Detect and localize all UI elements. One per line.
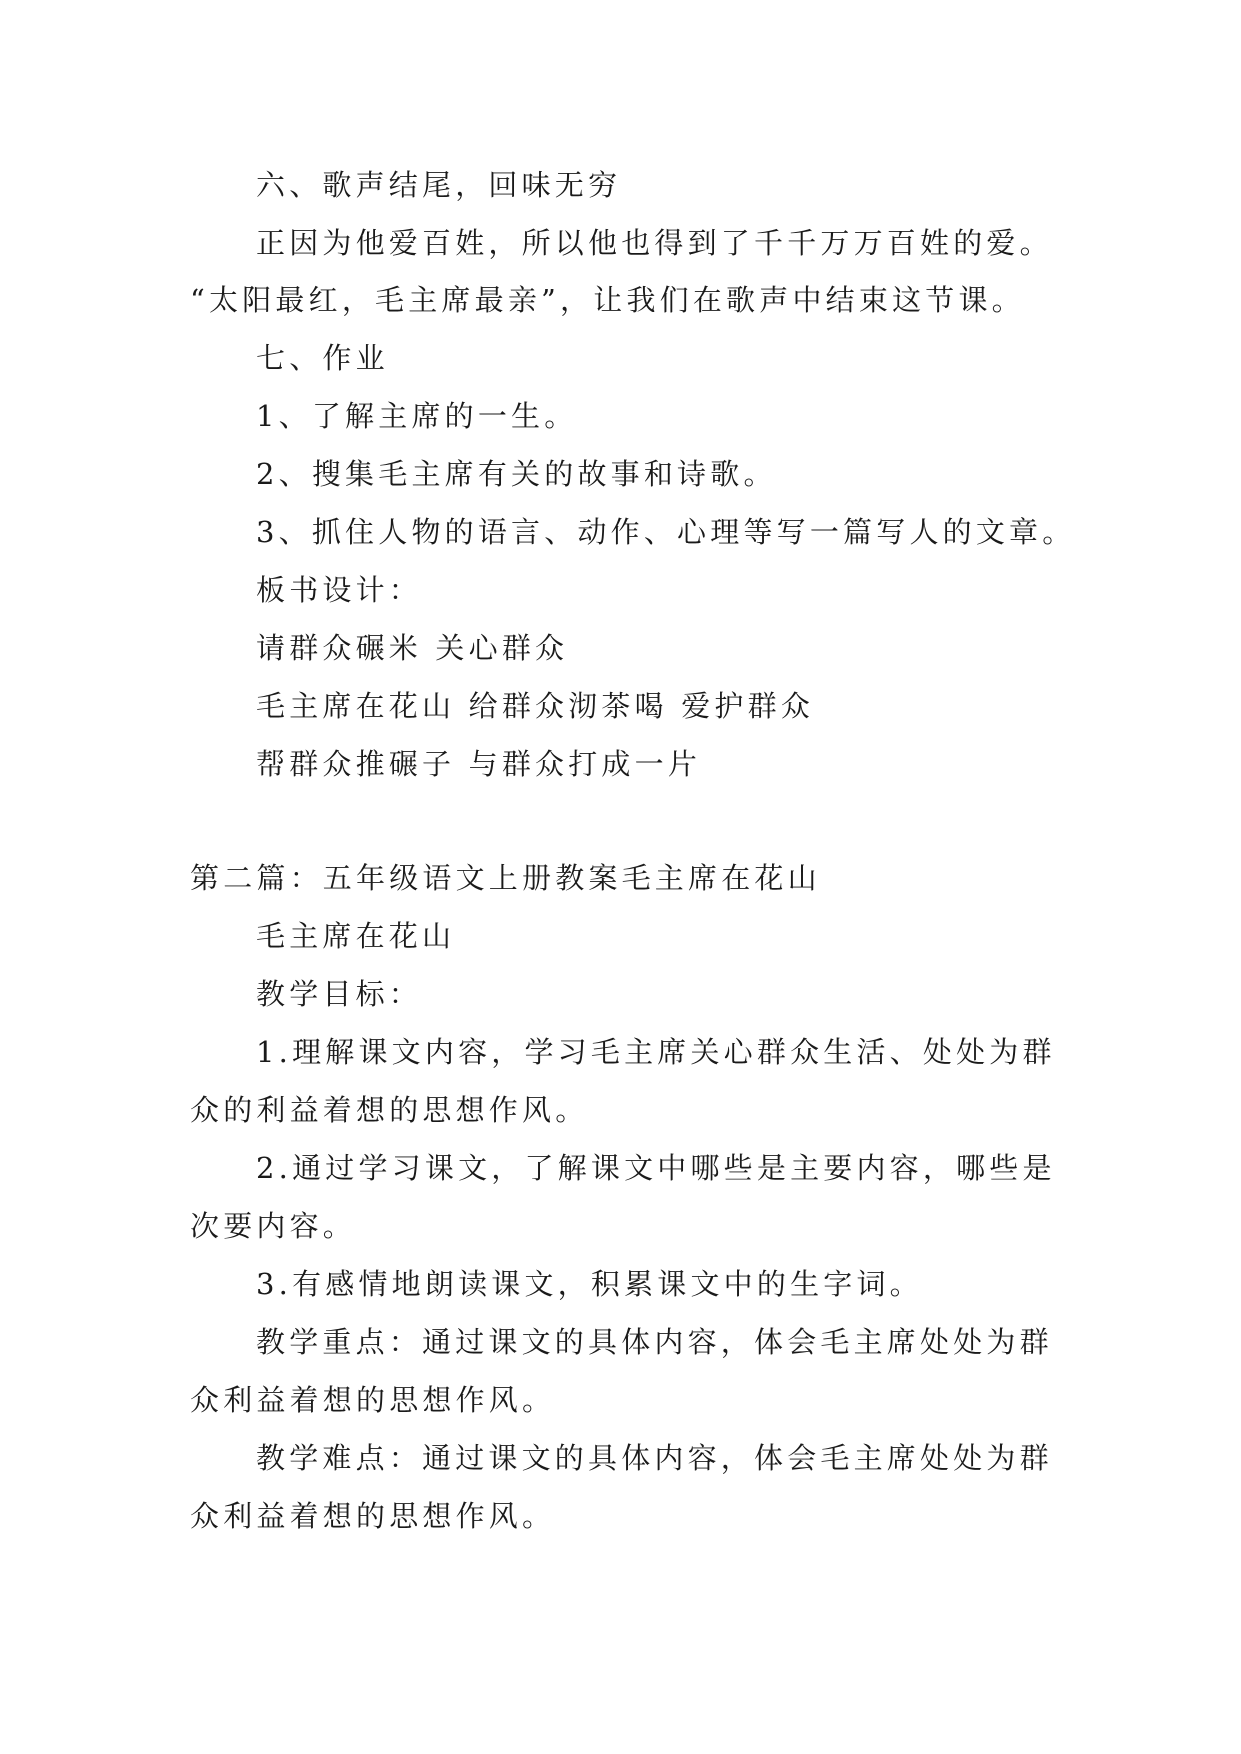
- list-item: 1、了解主席的一生。: [256, 399, 578, 433]
- paragraph-line: 1.理解课文内容，学习毛主席关心群众生活、处处为群: [256, 1035, 1056, 1069]
- section-heading: 教学目标：: [256, 977, 423, 1011]
- chapter-title: 第二篇：五年级语文上册教案毛主席在花山: [190, 861, 821, 895]
- paragraph-line: 3.有感情地朗读课文，积累课文中的生字词。: [256, 1267, 923, 1301]
- paragraph-line: 众利益着想的思想作风。: [190, 1499, 556, 1533]
- section-heading: 板书设计：: [256, 573, 423, 607]
- paragraph-line: 次要内容。: [190, 1209, 357, 1243]
- board-design-line: 请群众碾米 关心群众: [256, 631, 569, 665]
- list-item: 3、抓住人物的语言、动作、心理等写一篇写人的文章。: [256, 515, 1076, 549]
- list-item: 2、搜集毛主席有关的故事和诗歌。: [256, 457, 777, 491]
- paragraph-line: 正因为他爱百姓，所以他也得到了千千万万百姓的爱。: [256, 226, 1053, 260]
- paragraph-line: 教学重点：通过课文的具体内容，体会毛主席处处为群: [256, 1325, 1053, 1359]
- lesson-title: 毛主席在花山: [256, 919, 456, 953]
- board-design-line: 帮群众推碾子 与群众打成一片: [256, 747, 702, 781]
- board-design-line: 毛主席在花山 给群众沏茶喝 爱护群众: [256, 689, 815, 723]
- paragraph-line: 教学难点：通过课文的具体内容，体会毛主席处处为群: [256, 1441, 1053, 1475]
- paragraph-line: 2.通过学习课文，了解课文中哪些是主要内容，哪些是: [256, 1151, 1056, 1185]
- section-heading: 六、歌声结尾，回味无穷: [256, 168, 622, 202]
- paragraph-line: “太阳最红，毛主席最亲”，让我们在歌声中结束这节课。: [190, 283, 1025, 317]
- paragraph-line: 众的利益着想的思想作风。: [190, 1093, 589, 1127]
- section-heading: 七、作业: [256, 341, 389, 375]
- paragraph-line: 众利益着想的思想作风。: [190, 1383, 556, 1417]
